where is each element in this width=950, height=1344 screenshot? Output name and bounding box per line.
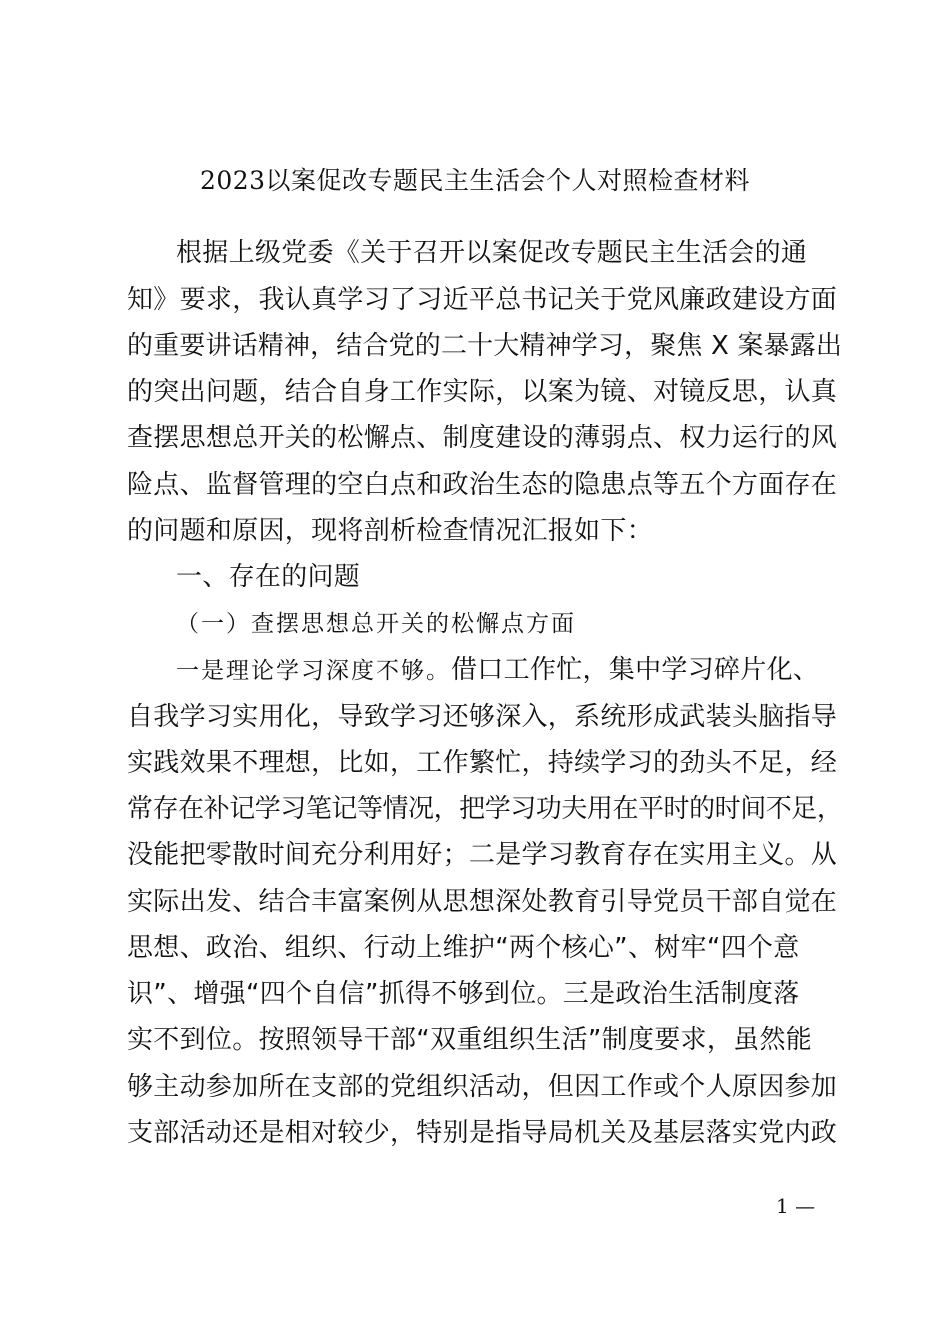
intro-line-4: 的突出问题，结合自身工作实际，以案为镜、对镜反思，认真 <box>127 377 838 407</box>
body-line-6: 实际出发、结合丰富案例从思想深处教育引导党员干部自觉在 <box>127 887 838 917</box>
body-line-1-kai: 一是理论学习深度不够。 <box>176 658 451 684</box>
subsection-heading: （一）查摆思想总开关的松懈点方面 <box>176 611 576 637</box>
body-line-9: 实不到位。按照领导干部“双重组织生活”制度要求，虽然能 <box>127 1025 813 1055</box>
intro-line-1: 根据上级党委《关于召开以案促改专题民主生活会的通 <box>176 238 808 268</box>
body-line-3: 实践效果不理想，比如，工作繁忙，持续学习的劲头不足，经 <box>127 748 838 778</box>
body-line-2: 自我学习实用化，导致学习还够深入，系统形成武装头脑指导 <box>127 702 838 732</box>
intro-line-7: 的问题和原因，现将剖析检查情况汇报如下： <box>127 516 654 546</box>
intro-line-2: 知》要求，我认真学习了习近平总书记关于党风廉政建设方面 <box>127 285 838 315</box>
body-line-1-rest: 借口工作忙，集中学习碎片化、 <box>451 655 820 685</box>
body-line-10: 够主动参加所在支部的党组织活动，但因工作或个人原因参加 <box>127 1072 838 1102</box>
body-line-1 <box>176 650 819 691</box>
body-line-7: 思想、政治、组织、行动上维护“两个核心”、树牢“四个意 <box>127 933 800 963</box>
section-heading: 一、存在的问题 <box>176 562 361 592</box>
intro-line-6: 险点、监督管理的空白点和政治生态的隐患点等五个方面存在 <box>127 470 838 500</box>
intro-line-5: 查摆思想总开关的松懈点、制度建设的薄弱点、权力运行的风 <box>127 423 838 453</box>
body-line-11: 支部活动还是相对较少，特别是指导局机关及基层落实党内政 <box>127 1118 838 1148</box>
body-line-8: 识”、增强“四个自信”抓得不够到位。三是政治生活制度落 <box>127 979 800 1009</box>
body-line-4: 常存在补记学习笔记等情况，把学习功夫用在平时的时间不足， <box>127 794 843 824</box>
body-line-5: 没能把零散时间充分利用好；二是学习教育存在实用主义。从 <box>127 840 838 870</box>
intro-line-3: 的重要讲话精神，结合党的二十大精神学习，聚焦 X 案暴露出 <box>127 331 843 361</box>
document-title: 2023以案促改专题民主生活会个人对照检查材料 <box>199 166 751 195</box>
page-number: 1 — <box>776 1194 816 1218</box>
